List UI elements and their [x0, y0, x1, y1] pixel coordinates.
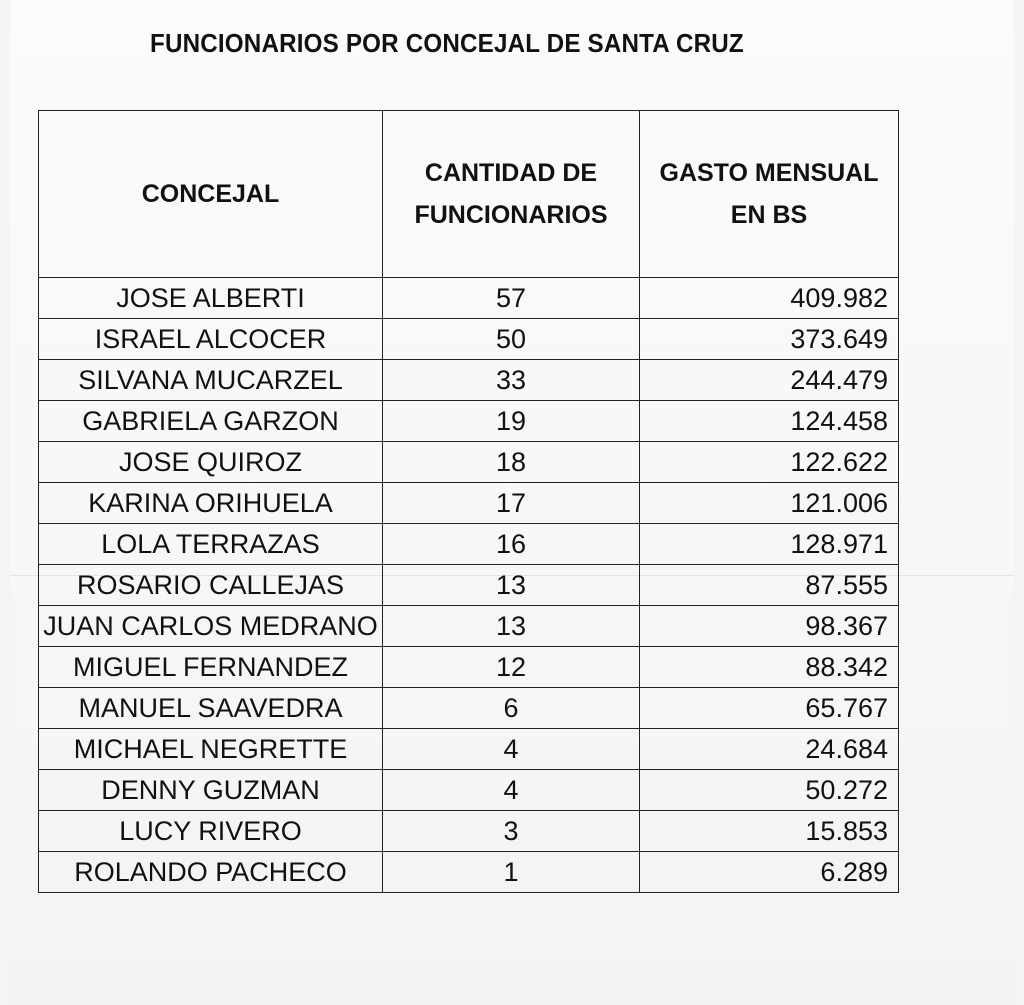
cell-gasto: 98.367: [640, 606, 899, 647]
cell-gasto: 50.272: [640, 770, 899, 811]
table-row: [39, 442, 899, 483]
table-body: [39, 278, 899, 893]
table-row: [39, 278, 899, 319]
table-row: [39, 319, 899, 360]
cell-concejal: SILVANA MUCARZEL: [39, 360, 383, 401]
cell-cantidad: 13: [383, 565, 640, 606]
officials-table: [38, 110, 899, 893]
cell-cantidad: 17: [383, 483, 640, 524]
header-gasto-line2: EN BS: [730, 201, 808, 229]
document-title: FUNCIONARIOS POR CONCEJAL DE SANTA CRUZ: [150, 28, 744, 58]
cell-gasto: 244.479: [640, 360, 899, 401]
cell-cantidad: 57: [383, 278, 640, 319]
cell-gasto: 409.982: [640, 278, 899, 319]
cell-gasto: 373.649: [640, 319, 899, 360]
cell-gasto: 88.342: [640, 647, 899, 688]
cell-concejal: JOSE QUIROZ: [39, 442, 383, 483]
table-row: [39, 852, 899, 893]
cell-gasto: 15.853: [640, 811, 899, 852]
cell-cantidad: 6: [383, 688, 640, 729]
cell-gasto: 24.684: [640, 729, 899, 770]
table-row: [39, 729, 899, 770]
table-row: [39, 606, 899, 647]
cell-gasto: 87.555: [640, 565, 899, 606]
table-row: [39, 688, 899, 729]
table-row: [39, 360, 899, 401]
cell-cantidad: 18: [383, 442, 640, 483]
cell-concejal: ISRAEL ALCOCER: [39, 319, 383, 360]
header-concejal-label: CONCEJAL: [141, 180, 280, 208]
cell-concejal: ROLANDO PACHECO: [39, 852, 383, 893]
cell-cantidad: 33: [383, 360, 640, 401]
cell-cantidad: 19: [383, 401, 640, 442]
cell-cantidad: 13: [383, 606, 640, 647]
header-gasto: [640, 111, 899, 278]
header-cantidad-line1: CANTIDAD DE: [424, 159, 598, 187]
cell-gasto: 128.971: [640, 524, 899, 565]
cell-gasto: 6.289: [640, 852, 899, 893]
cell-cantidad: 16: [383, 524, 640, 565]
table-row: [39, 483, 899, 524]
cell-gasto: 65.767: [640, 688, 899, 729]
cell-concejal: MICHAEL NEGRETTE: [39, 729, 383, 770]
table-row: [39, 770, 899, 811]
cell-concejal: LOLA TERRAZAS: [39, 524, 383, 565]
header-gasto-line1: GASTO MENSUAL: [659, 159, 879, 187]
table-header-row: [39, 111, 899, 278]
cell-cantidad: 50: [383, 319, 640, 360]
cell-concejal: KARINA ORIHUELA: [39, 483, 383, 524]
cell-concejal: ROSARIO CALLEJAS: [39, 565, 383, 606]
cell-concejal: GABRIELA GARZON: [39, 401, 383, 442]
cell-concejal: LUCY RIVERO: [39, 811, 383, 852]
cell-cantidad: 1: [383, 852, 640, 893]
cell-gasto: 121.006: [640, 483, 899, 524]
cell-cantidad: 3: [383, 811, 640, 852]
cell-concejal: JOSE ALBERTI: [39, 278, 383, 319]
cell-concejal: DENNY GUZMAN: [39, 770, 383, 811]
header-cantidad: [383, 111, 640, 278]
cell-cantidad: 12: [383, 647, 640, 688]
table-row: [39, 647, 899, 688]
cell-gasto: 124.458: [640, 401, 899, 442]
cell-cantidad: 4: [383, 729, 640, 770]
cell-concejal: MANUEL SAAVEDRA: [39, 688, 383, 729]
table-row: [39, 811, 899, 852]
table-row: [39, 524, 899, 565]
header-cantidad-line2: FUNCIONARIOS: [414, 201, 608, 229]
cell-gasto: 122.622: [640, 442, 899, 483]
cell-cantidad: 4: [383, 770, 640, 811]
table-row: [39, 565, 899, 606]
table-row: [39, 401, 899, 442]
cell-concejal: MIGUEL FERNANDEZ: [39, 647, 383, 688]
cell-concejal: JUAN CARLOS MEDRANO: [39, 606, 383, 647]
header-concejal: [39, 111, 383, 278]
